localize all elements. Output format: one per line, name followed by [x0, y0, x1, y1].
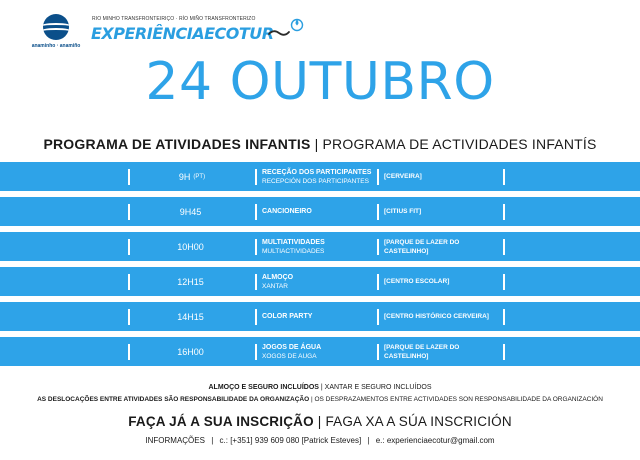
row-divider: [128, 344, 130, 360]
included-es: XANTAR E SEGURO INCLUÍDOS: [324, 384, 432, 391]
row-location: [384, 302, 502, 331]
phone-number[interactable]: [+351] 939 609 080 [Patrick Esteves]: [230, 436, 362, 445]
row-divider: [128, 274, 130, 290]
row-location: [384, 267, 502, 296]
row-divider: [503, 239, 505, 255]
activity-pt: CANCIONEIRO: [262, 208, 312, 215]
schedule-row: [0, 197, 640, 226]
contact-info: [0, 436, 640, 445]
travel-notice: [0, 396, 640, 403]
signup-pt: FAÇA JÁ A SUA INSCRIÇÃO: [128, 414, 314, 429]
schedule-row: [0, 232, 640, 261]
row-location: [384, 197, 502, 226]
row-divider: [377, 169, 379, 185]
included-notice: [0, 384, 640, 391]
activity-pt: MULTIATIVIDADES: [262, 238, 325, 246]
row-time: [162, 197, 222, 226]
row-activity: [262, 197, 374, 226]
separator: |: [367, 436, 370, 445]
location-line: CASTELINHO]: [384, 352, 429, 360]
time-value: 16H00: [177, 346, 204, 357]
row-divider: [377, 239, 379, 255]
activity-pt: COLOR PARTY: [262, 313, 313, 320]
event-date: 24 OUTUBRO: [145, 52, 495, 112]
row-divider: [503, 344, 505, 360]
row-divider: [128, 309, 130, 325]
program-subtitle: [0, 136, 640, 152]
time-value: 14H15: [177, 311, 204, 322]
row-divider: [377, 204, 379, 220]
signup-call: [0, 414, 640, 429]
schedule-row: [0, 302, 640, 331]
location-line: [CITIUS FIT]: [384, 208, 422, 215]
row-time: [162, 162, 222, 191]
organization-logo: [26, 14, 86, 49]
activity-es: RECEPCIÓN DOS PARTICIPANTES: [262, 177, 369, 185]
travel-pt: AS DESLOCAÇÕES ENTRE ATIVIDADES SÃO RESPONSABILIDADE DA ORGANIZAÇÃO: [37, 396, 310, 403]
phone-label: c.:: [219, 436, 228, 445]
signup-es: FAGA XA A SÚA INSCRICIÓN: [325, 414, 512, 429]
separator: |: [317, 414, 326, 429]
subtitle-es: PROGRAMA DE ACTIVIDADES INFANTÍS: [322, 136, 597, 152]
row-time: [162, 302, 222, 331]
activity-es: XOGOS DE AUGA: [262, 352, 317, 360]
row-divider: [128, 204, 130, 220]
row-divider: [255, 344, 257, 360]
schedule-row: [0, 337, 640, 366]
row-location: [384, 337, 502, 366]
location-line: [PARQUE DE LAZER DO: [384, 238, 460, 246]
row-activity: [262, 162, 374, 191]
time-suffix: (PT): [193, 173, 206, 180]
row-divider: [255, 239, 257, 255]
brand-title: EXPERIÊNCIAECOTUR: [91, 24, 274, 43]
row-activity: [262, 267, 374, 296]
row-divider: [128, 169, 130, 185]
row-time: [162, 232, 222, 261]
water-drop-icon: [290, 16, 304, 32]
time-value: 9H: [178, 171, 191, 182]
row-divider: [503, 309, 505, 325]
row-activity: [262, 337, 374, 366]
activity-pt: RECEÇÃO DOS PARTICIPANTES: [262, 168, 372, 176]
row-location: [384, 232, 502, 261]
row-divider: [255, 169, 257, 185]
row-divider: [503, 274, 505, 290]
time-value: 9H45: [179, 206, 202, 217]
row-divider: [503, 204, 505, 220]
row-divider: [377, 274, 379, 290]
row-divider: [377, 344, 379, 360]
separator: |: [320, 384, 325, 391]
row-divider: [255, 204, 257, 220]
tagline: RIO MINHO TRANSFRONTEIRIÇO · RÍO MIÑO TRANSFRONTERIZO: [92, 16, 256, 22]
footer: [0, 378, 640, 460]
subtitle-separator: |: [314, 136, 323, 152]
separator: |: [211, 436, 214, 445]
location-line: CASTELINHO]: [384, 247, 429, 255]
activity-pt: ALMOÇO: [262, 273, 294, 281]
subtitle-pt: PROGRAMA DE ATIVIDADES INFANTIS: [43, 136, 311, 152]
row-time: [162, 267, 222, 296]
email-label: e.:: [375, 436, 385, 445]
row-divider: [255, 309, 257, 325]
organization-name: anaminho · anamiño: [31, 43, 81, 49]
location-line: [CERVEIRA]: [384, 173, 422, 180]
row-activity: [262, 302, 374, 331]
time-value: 12H15: [177, 276, 204, 287]
waves-logo-icon: [43, 14, 69, 40]
schedule-row: [0, 267, 640, 296]
included-pt: ALMOÇO E SEGURO INCLUÍDOS: [208, 384, 319, 391]
wave-icon: [268, 29, 290, 37]
location-line: [CENTRO HISTÓRICO CERVEIRA]: [384, 313, 489, 320]
travel-es: OS DESPRAZAMENTOS ENTRE ACTIVIDADES SON RESPONSABILIDADE DA ORGANIZACIÓN: [314, 396, 603, 403]
row-divider: [503, 169, 505, 185]
info-label: INFORMAÇÕES: [145, 436, 205, 445]
activity-es: MULTIACTIVIDADES: [262, 247, 325, 255]
row-time: [162, 337, 222, 366]
row-divider: [255, 274, 257, 290]
separator: |: [310, 396, 315, 403]
time-value: 10H00: [177, 241, 204, 252]
location-line: [CENTRO ESCOLAR]: [384, 278, 450, 285]
location-line: [PARQUE DE LAZER DO: [384, 343, 460, 351]
schedule-row: [0, 162, 640, 191]
activity-es: XANTAR: [262, 282, 288, 290]
row-divider: [128, 239, 130, 255]
row-divider: [377, 309, 379, 325]
row-location: [384, 162, 502, 191]
email-address[interactable]: experienciaecotur@gmail.com: [386, 436, 495, 445]
row-activity: [262, 232, 374, 261]
activity-pt: JOGOS DE ÁGUA: [262, 343, 322, 351]
